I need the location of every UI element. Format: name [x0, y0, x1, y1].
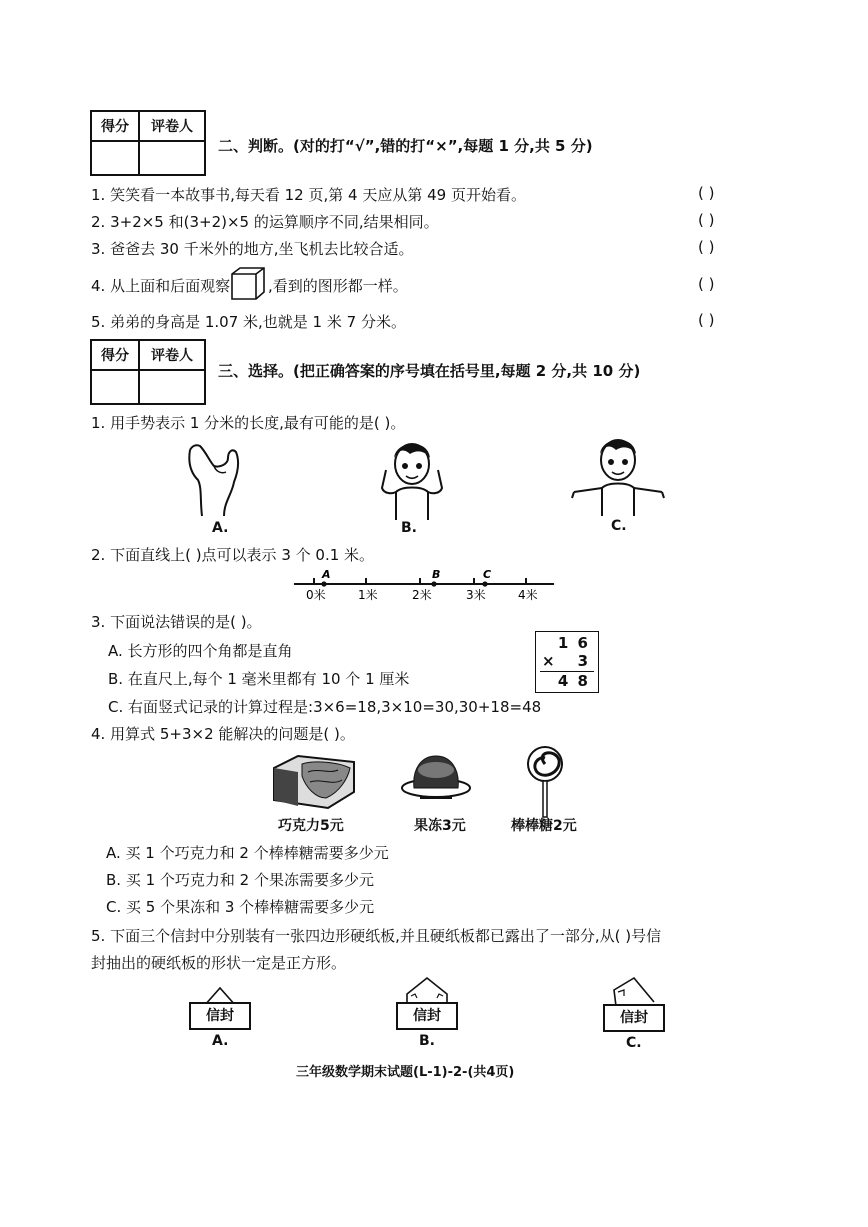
page-footer: 三年级数学期末试题(L-1)-2-(共4页)	[296, 1065, 515, 1080]
tick-label-4: 4米	[518, 588, 538, 602]
hand-gesture-image	[180, 442, 260, 518]
q1-option-b: B.	[401, 520, 417, 536]
envelope-b-card	[397, 972, 457, 1006]
answer-paren-4[interactable]: ( )	[698, 275, 715, 293]
answer-paren-2[interactable]: ( )	[698, 211, 715, 229]
tick-label-0: 0米	[306, 588, 326, 602]
boy-arms-wide-image	[570, 432, 666, 516]
tick-label-3: 3米	[466, 588, 486, 602]
q4-text: 4. 用算式 5+3×2 能解决的问题是( )。	[91, 725, 355, 743]
boy-hands-close-image	[372, 436, 452, 520]
envelope-c-card	[604, 972, 664, 1006]
cube-icon	[230, 266, 266, 302]
q1-option-a: A.	[212, 520, 229, 536]
section2-title: 二、判断。(对的打“√”,错的打“×”,每题 1 分,共 5 分)	[218, 137, 593, 155]
score-cell[interactable]	[91, 141, 139, 175]
grader-cell[interactable]	[139, 141, 205, 175]
tick-label-1: 1米	[358, 588, 378, 602]
answer-paren-5[interactable]: ( )	[698, 311, 715, 329]
q3-text: 3. 下面说法错误的是( )。	[91, 613, 262, 631]
calc-operator: ×	[542, 652, 555, 670]
q4-option-a: A. 买 1 个巧克力和 2 个棒棒糖需要多少元	[106, 844, 389, 862]
judge-item-2: 2. 3+2×5 和(3+2)×5 的运算顺序不同,结果相同。	[91, 213, 439, 231]
judge-item-3: 3. 爸爸去 30 千米外的地方,坐飞机去比较合适。	[91, 240, 414, 258]
score-cell[interactable]	[91, 370, 139, 404]
score-label: 得分	[91, 340, 139, 370]
envelope-a: 信封	[189, 1002, 251, 1030]
section3-title: 三、选择。(把正确答案的序号填在括号里,每题 2 分,共 10 分)	[218, 362, 641, 380]
q3-option-c: C. 右面竖式记录的计算过程是:3×6=18,3×10=30,30+18=48	[108, 698, 542, 716]
grader-label: 评卷人	[139, 111, 205, 141]
lollipop-price: 棒棒糖2元	[511, 818, 577, 834]
jelly-image	[398, 748, 474, 808]
envelope-b: 信封	[396, 1002, 458, 1030]
judge-item-5: 5. 弟弟的身高是 1.07 米,也就是 1 米 7 分米。	[91, 313, 406, 331]
number-line	[292, 566, 558, 606]
q4-option-b: B. 买 1 个巧克力和 2 个果冻需要多少元	[106, 871, 374, 889]
chocolate-image	[268, 752, 358, 810]
lollipop-image	[525, 744, 565, 820]
q5-text-line1: 5. 下面三个信封中分别装有一张四边形硬纸板,并且硬纸板都已露出了一部分,从( )号信	[91, 927, 662, 945]
envelope-c: 信封	[603, 1004, 665, 1032]
q5-option-c: C.	[626, 1035, 642, 1051]
grader-label: 评卷人	[139, 340, 205, 370]
calc-result-row: 4 8	[557, 672, 590, 690]
q5-text-line2: 封抽出的硬纸板的形状一定是正方形。	[91, 954, 347, 972]
point-c-label: C	[483, 568, 492, 581]
tick-label-2: 2米	[412, 588, 432, 602]
q1-text: 1. 用手势表示 1 分米的长度,最有可能的是( )。	[91, 414, 406, 432]
grader-cell[interactable]	[139, 370, 205, 404]
vertical-calculation	[535, 631, 599, 693]
judge-item-4b: ,看到的图形都一样。	[268, 277, 408, 295]
q1-option-c: C.	[611, 518, 627, 534]
q2-text: 2. 下面直线上( )点可以表示 3 个 0.1 米。	[91, 546, 375, 564]
chocolate-price: 巧克力5元	[278, 818, 344, 834]
jelly-price: 果冻3元	[414, 818, 466, 834]
q5-option-b: B.	[419, 1033, 435, 1049]
point-b-label: B	[432, 568, 441, 581]
q3-option-b: B. 在直尺上,每个 1 毫米里都有 10 个 1 厘米	[108, 670, 410, 688]
score-box-section2	[90, 110, 206, 176]
point-a-label: A	[322, 568, 331, 581]
answer-paren-1[interactable]: ( )	[698, 184, 715, 202]
calc-multiplier: 3	[577, 652, 588, 670]
judge-item-1: 1. 笑笑看一本故事书,每天看 12 页,第 4 天应从第 49 页开始看。	[91, 186, 526, 204]
q5-option-a: A.	[212, 1033, 229, 1049]
judge-item-4a: 4. 从上面和后面观察	[91, 277, 231, 295]
q3-option-a: A. 长方形的四个角都是直角	[108, 642, 293, 660]
q4-option-c: C. 买 5 个果冻和 3 个棒棒糖需要多少元	[106, 898, 375, 916]
score-box-section3	[90, 339, 206, 405]
calc-top-row: 1 6	[557, 634, 590, 652]
answer-paren-3[interactable]: ( )	[698, 238, 715, 256]
score-label: 得分	[91, 111, 139, 141]
